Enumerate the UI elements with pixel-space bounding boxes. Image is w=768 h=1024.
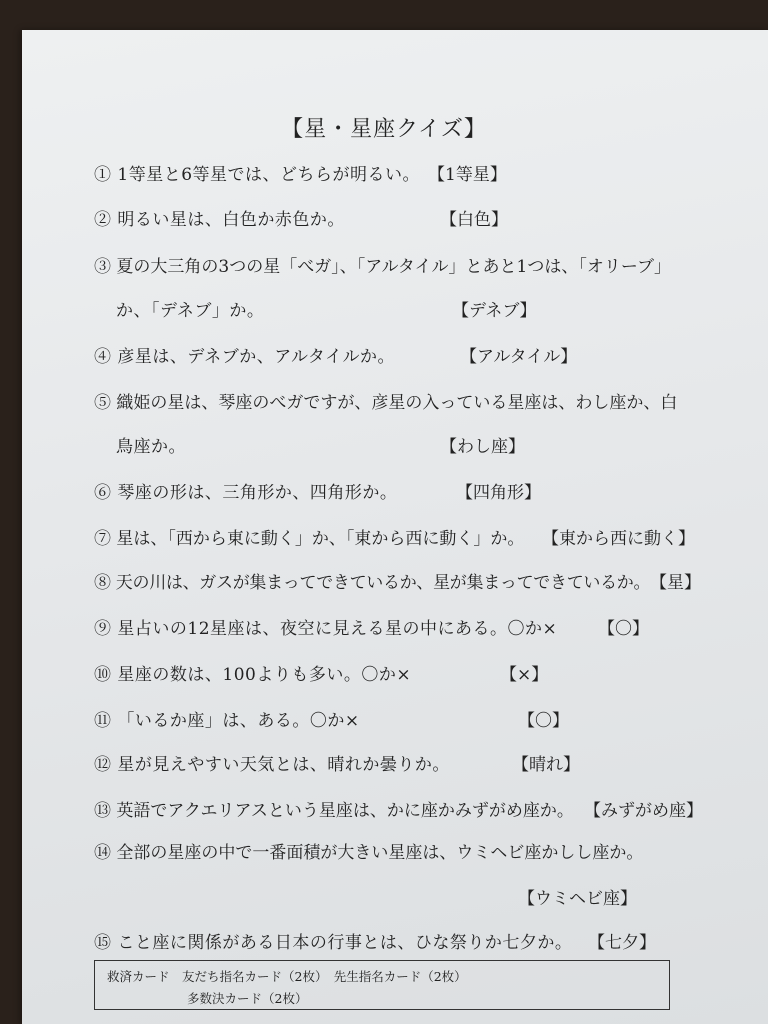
answer-7: 【東から西に動く】 bbox=[542, 529, 695, 549]
question-1: ① 1等星と6等星では、どちらが明るい。 bbox=[94, 165, 421, 185]
page-title: 【星・星座クイズ】 bbox=[281, 117, 487, 142]
question-4: ④ 彦星は、デネブか、アルタイルか。 bbox=[94, 347, 396, 367]
question-12: ⑫ 星が見えやすい天気とは、晴れか曇りか。 bbox=[94, 755, 450, 775]
question-14: ⑭ 全部の星座の中で一番面積が大きい星座は、ウミヘビ座かしし座か。 bbox=[94, 843, 644, 863]
cards-box bbox=[94, 960, 670, 1010]
answer-2: 【白色】 bbox=[440, 210, 508, 230]
answer-12: 【晴れ】 bbox=[512, 755, 580, 775]
answer-6: 【四角形】 bbox=[456, 483, 541, 503]
answer-10: 【×】 bbox=[500, 665, 549, 685]
question-2: ② 明るい星は、白色か赤色か。 bbox=[94, 210, 345, 230]
question-3: ③ 夏の大三角の3つの星「べガ」、「アルタイル」とあと1つは、「オリーブ」 bbox=[94, 257, 671, 277]
question-13: ⑬ 英語でアクエリアスという星座は、かに座かみずがめ座か。 bbox=[94, 801, 574, 821]
answer-4: 【アルタイル】 bbox=[460, 347, 578, 367]
question-15: ⑮ こと座に関係がある日本の行事とは、ひな祭りか七夕か。 bbox=[94, 933, 573, 953]
question-5: ⑤ 織姫の星は、琴座のべガですが、彦星の入っている星座は、わし座か、白 bbox=[94, 393, 678, 413]
answer-1: 【1等星】 bbox=[428, 165, 507, 185]
answer-9: 【〇】 bbox=[598, 619, 649, 639]
answer-13: 【みずがめ座】 bbox=[584, 801, 703, 821]
answer-8: 【星】 bbox=[650, 573, 701, 593]
answer-3: 【デネブ】 bbox=[452, 301, 537, 321]
question-9: ⑨ 星占いの12星座は、夜空に見える星の中にある。〇か× bbox=[94, 619, 558, 639]
answer-5: 【わし座】 bbox=[440, 437, 525, 457]
question-7: ⑦ 星は、「西から東に動く」か、「東から西に動く」か。 bbox=[94, 529, 525, 549]
question-3-cont: か、「デネブ」か。 bbox=[116, 301, 265, 321]
question-6: ⑥ 琴座の形は、三角形か、四角形か。 bbox=[94, 483, 398, 503]
question-5-cont: 鳥座か。 bbox=[116, 437, 186, 457]
question-10: ⑩ 星座の数は、100よりも多い。〇か× bbox=[94, 665, 412, 685]
cards-line-1: 救済カード 友だち指名カード（2枚） 先生指名カード（2枚） bbox=[107, 969, 467, 984]
question-11: ⑪ 「いるか座」は、ある。〇か× bbox=[94, 711, 360, 731]
answer-15: 【七夕】 bbox=[588, 933, 656, 953]
question-8: ⑧ 天の川は、ガスが集まってできているか、星が集まってできているか。 bbox=[94, 573, 651, 593]
answer-14: 【ウミヘビ座】 bbox=[518, 889, 637, 909]
cards-line-2: 多数決カード（2枚） bbox=[187, 991, 308, 1006]
answer-11: 【〇】 bbox=[518, 711, 569, 731]
